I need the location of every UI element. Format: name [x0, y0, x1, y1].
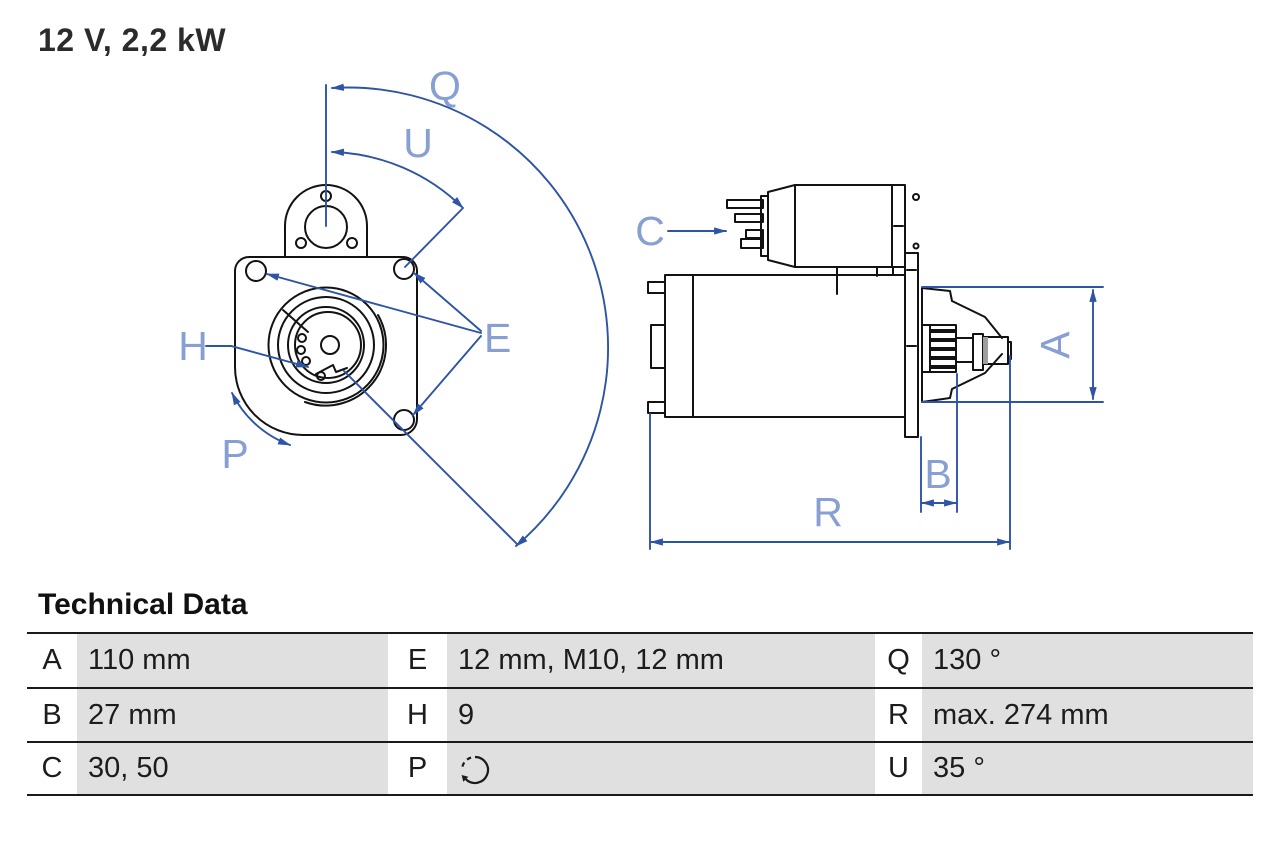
table-value: 27 mm — [77, 689, 388, 741]
table-value: max. 274 mm — [922, 689, 1253, 741]
table-key: A — [27, 634, 77, 687]
dimension-u-reference-line — [405, 209, 462, 267]
flange-hole-bottom-right — [394, 410, 414, 430]
table-key: R — [875, 689, 922, 741]
table-row — [27, 632, 1253, 687]
solenoid-stud-top — [913, 194, 919, 200]
solenoid-terminal — [741, 239, 763, 248]
label-b: B — [924, 451, 952, 497]
solenoid-terminal — [727, 200, 763, 208]
flange-hole-top-left — [246, 261, 266, 281]
pinion-support-lines — [922, 325, 930, 372]
gear-tooth — [302, 357, 310, 365]
solenoid-taper — [768, 185, 795, 267]
dome-left-hole — [296, 238, 306, 248]
label-q: Q — [429, 63, 461, 109]
label-e: E — [484, 315, 512, 361]
drive-front-shading — [983, 337, 988, 364]
gear-tooth — [297, 346, 305, 354]
label-p: P — [221, 431, 249, 477]
table-heading: Technical Data — [38, 588, 248, 621]
dimension-q-reference-line — [344, 371, 517, 544]
solenoid-stud-bottom — [914, 244, 919, 249]
table-key: E — [388, 634, 447, 687]
label-r: R — [813, 489, 843, 535]
rear-tab-bottom — [648, 402, 665, 413]
table-value-icon — [447, 743, 875, 794]
table-key: B — [27, 689, 77, 741]
technical-data-table — [27, 632, 1253, 796]
shaft-hole — [321, 336, 339, 354]
table-row — [27, 741, 1253, 796]
rear-end-cap — [665, 275, 693, 417]
table-value: 9 — [447, 689, 875, 741]
dimension-u-arc — [332, 152, 463, 208]
label-c: C — [635, 208, 665, 254]
dome-right-hole — [347, 238, 357, 248]
mounting-flange — [235, 257, 417, 435]
bearing-ring-outer — [269, 288, 384, 403]
clockwise-rotation-icon — [458, 751, 492, 787]
label-u: U — [403, 120, 433, 166]
table-key: U — [875, 743, 922, 794]
page-title: 12 V, 2,2 kW — [38, 22, 227, 58]
table-key: Q — [875, 634, 922, 687]
flange-tick — [907, 270, 916, 346]
shaft-lines — [956, 338, 973, 362]
bearing-ring-inner — [288, 307, 364, 383]
dimension-q-arc — [332, 88, 608, 546]
table-row — [27, 687, 1253, 741]
solenoid-body — [795, 185, 892, 267]
front-view-dimensions — [178, 63, 608, 546]
label-h: H — [178, 323, 208, 369]
rear-tab-top — [648, 282, 665, 293]
rear-terminal-block — [651, 325, 665, 368]
side-view-dimensions — [635, 208, 1103, 549]
table-value: 30, 50 — [77, 743, 388, 794]
table-key: C — [27, 743, 77, 794]
pinion-teeth-bands — [930, 329, 956, 369]
label-a: A — [1031, 331, 1078, 359]
table-value: 35 ° — [922, 743, 1253, 794]
table-key: P — [388, 743, 447, 794]
table-key: H — [388, 689, 447, 741]
dimension-e-leader-3 — [413, 336, 481, 415]
shaft-collar — [973, 334, 983, 370]
table-value: 110 mm — [77, 634, 388, 687]
gear-keyway-notch — [316, 365, 347, 374]
motor-body — [693, 275, 905, 417]
table-value: 130 ° — [922, 634, 1253, 687]
gear-tooth — [298, 334, 306, 342]
table-value: 12 mm, M10, 12 mm — [447, 634, 875, 687]
dimension-e-leader-2 — [414, 273, 481, 331]
solenoid-terminal — [735, 214, 763, 222]
